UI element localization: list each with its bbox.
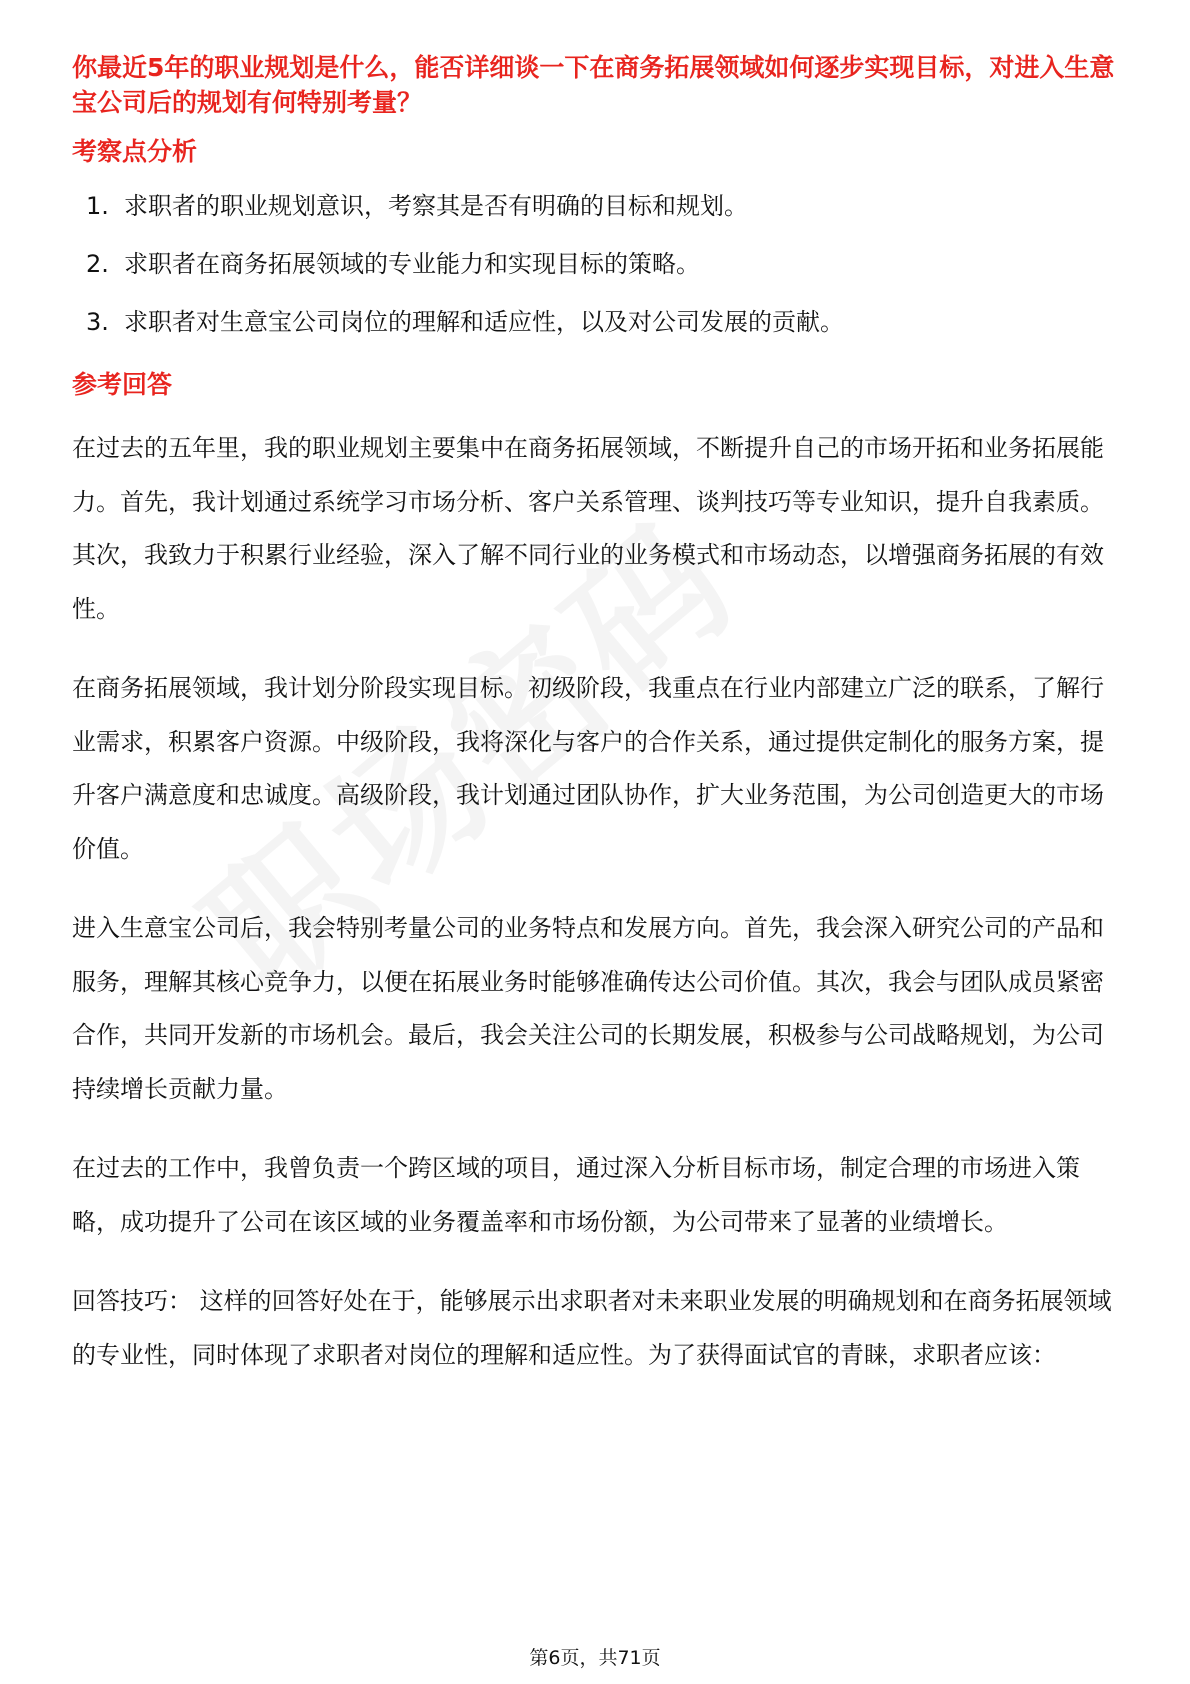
page-number: 第6页，共71页 — [529, 1647, 661, 1669]
list-item-text: 求职者在商务拓展领域的专业能力和实现目标的策略。 — [124, 250, 700, 278]
list-item-number: 3. — [86, 308, 109, 336]
list-item — [72, 245, 1122, 283]
list-item — [72, 187, 1122, 225]
answer-paragraph: 进入生意宝公司后，我会特别考量公司的业务特点和发展方向。首先，我会深入研究公司的产品和服务，理解其核心竞争力，以便在拓展业务时能够准确传达公司价值。其次，我会与团队成员紧密合作，共同开发新的市场机会。最后，我会关注公司的长期发展，积极参与公司战略规划，为公司持续增长贡献力量。 — [72, 914, 1104, 1103]
list-item-number: 1. — [86, 192, 109, 220]
list-item-number: 2. — [86, 250, 109, 278]
list-item — [72, 303, 1122, 341]
analysis-list — [72, 187, 1122, 341]
question-title: 你最近5年的职业规划是什么，能否详细谈一下在商务拓展领域如何逐步实现目标，对进入生意宝公司后的规划有何特别考量？ — [72, 53, 1115, 117]
answer-heading: 参考回答 — [72, 370, 173, 399]
answer-tips-paragraph: 回答技巧： 这样的回答好处在于，能够展示出求职者对未来职业发展的明确规划和在商务拓展领域的专业性，同时体现了求职者对岗位的理解和适应性。为了获得面试官的青睐，求职者应该： — [72, 1287, 1112, 1369]
document-body — [72, 50, 1122, 1382]
list-item-text: 求职者的职业规划意识，考察其是否有明确的目标和规划。 — [124, 192, 748, 220]
answer-paragraph: 在过去的工作中，我曾负责一个跨区域的项目，通过深入分析目标市场，制定合理的市场进入策略，成功提升了公司在该区域的业务覆盖率和市场份额，为公司带来了显著的业绩增长。 — [72, 1154, 1080, 1236]
answer-paragraph: 在过去的五年里，我的职业规划主要集中在商务拓展领域，不断提升自己的市场开拓和业务拓展能力。首先，我计划通过系统学习市场分析、客户关系管理、谈判技巧等专业知识，提升自我素质。其次，我致力于积累行业经验，深入了解不同行业的业务模式和市场动态，以增强商务拓展的有效性。 — [72, 434, 1104, 623]
list-item-text: 求职者对生意宝公司岗位的理解和适应性，以及对公司发展的贡献。 — [124, 308, 844, 336]
analysis-heading: 考察点分析 — [72, 137, 198, 166]
answer-paragraph: 在商务拓展领域，我计划分阶段实现目标。初级阶段，我重点在行业内部建立广泛的联系，了解行业需求，积累客户资源。中级阶段，我将深化与客户的合作关系，通过提供定制化的服务方案，提升客户满意度和忠诚度。高级阶段，我计划通过团队协作，扩大业务范围，为公司创造更大的市场价值。 — [72, 674, 1104, 863]
